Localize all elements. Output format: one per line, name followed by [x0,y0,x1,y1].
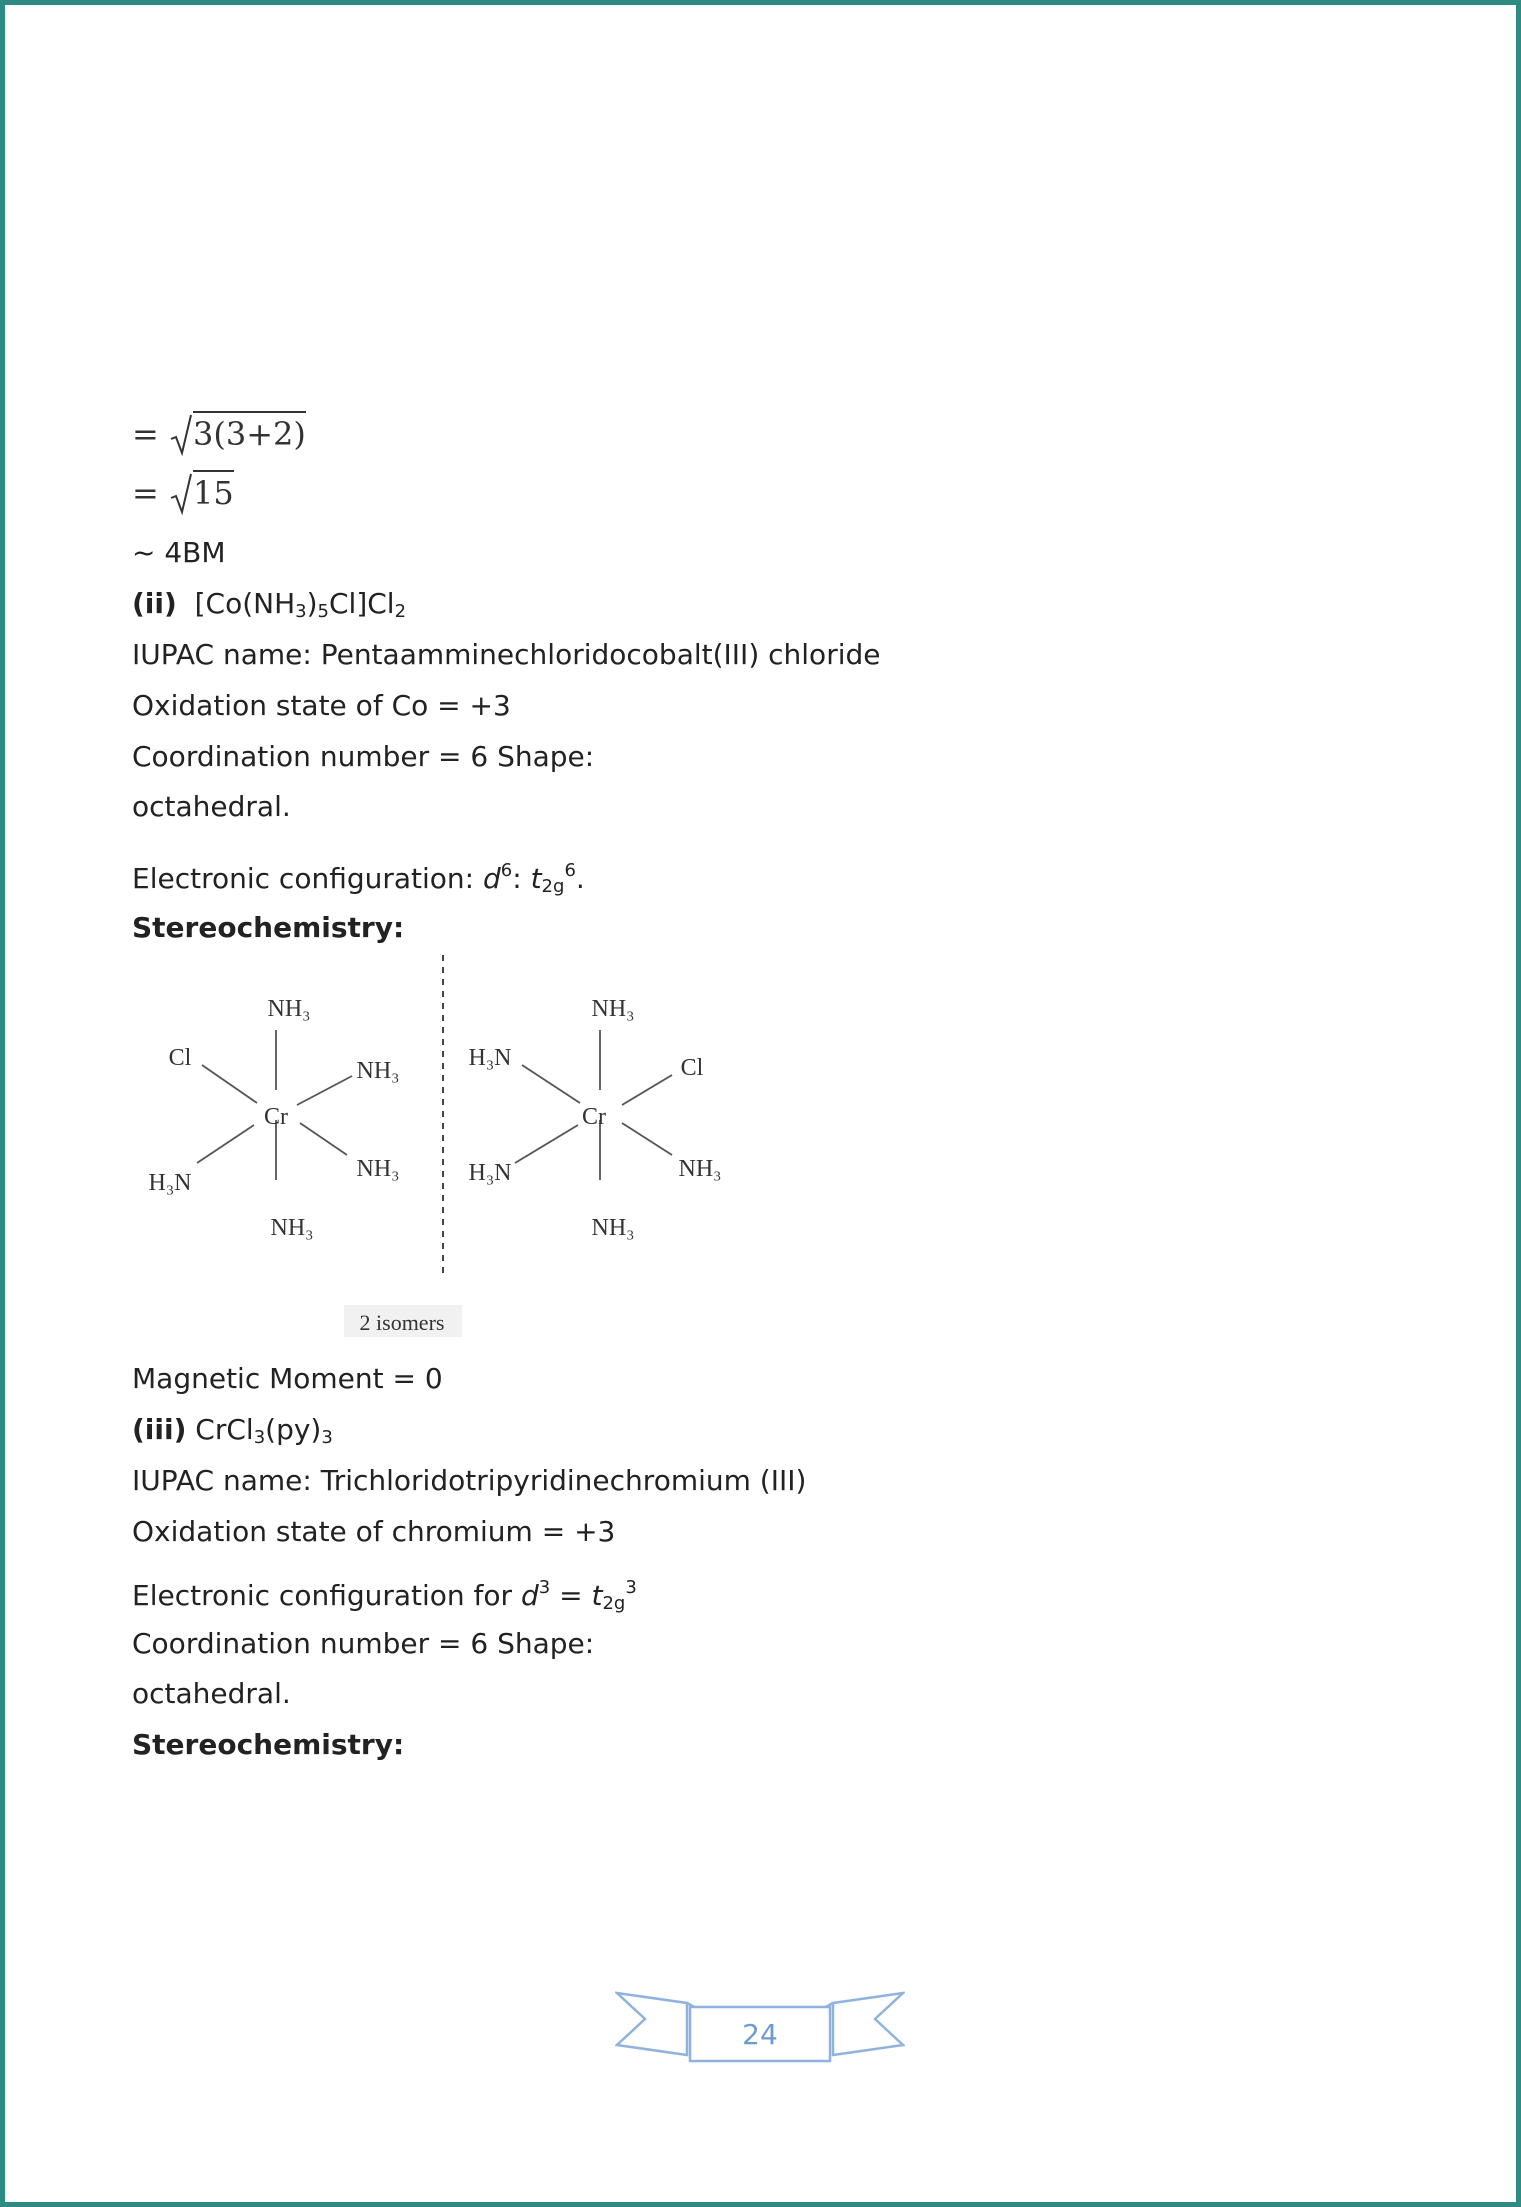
iupac-name-ii: IUPAC name: Pentaamminechloridocobalt(III) chloride [132,638,881,671]
sqrt-line-1 [132,413,306,457]
oxidation-state-ii: Oxidation state of Co = +3 [132,689,511,722]
ligand-lower-left-right: H₃N [468,1160,512,1186]
subscript: 3 [295,601,307,622]
superscript: 3 [625,1577,637,1598]
text-part: Electronic configuration: [132,862,483,895]
formula-part: (py) [265,1413,322,1446]
center-atom-right: Cr [582,1104,606,1130]
text-part: d [482,862,501,895]
subscript: 3 [321,1427,333,1448]
superscript: 6 [564,860,576,881]
ligand-lower-left-left: H₃N [148,1170,192,1196]
ligand-bottom-left: NH₃ [270,1215,314,1241]
equals-sign: = [132,474,159,512]
radical-sign-icon [169,413,193,457]
radicand: 15 [193,470,234,512]
ligand-upper-left-right: H₃N [468,1045,512,1071]
ligand-upper-left-left: Cl [168,1045,192,1071]
iupac-name-iii: IUPAC name: Trichloridotripyridinechromium (III) [132,1464,807,1497]
ligand-lower-right-left: NH₃ [356,1156,400,1182]
formula-part: CrCl [195,1413,254,1446]
text-part: t [530,862,542,895]
subscript: 2 [394,601,407,622]
magnetic-moment: Magnetic Moment = 0 [132,1362,443,1395]
ligand-lower-right-right: NH₃ [678,1156,722,1182]
superscript: 6 [500,860,513,881]
isomer-left [148,996,399,1241]
shape-ii: octahedral. [132,790,291,823]
center-atom-left: Cr [264,1104,288,1130]
superscript: 3 [538,1577,551,1598]
ligand-top-right: NH₃ [591,996,635,1022]
electronic-configuration-ii [132,854,585,904]
part-label: (ii) [132,587,177,620]
approx-line: ~ 4BM [132,536,226,569]
subscript: 2g [541,876,565,897]
part-ii-heading [132,587,406,629]
isomer-right [468,996,721,1241]
radicand: 3(3+2) [193,411,306,453]
equals-sign: = [132,415,159,453]
page-number-ribbon [615,1985,905,2065]
stereochemistry-heading-ii: Stereochemistry: [132,911,405,944]
part-label: (iii) [132,1413,187,1446]
text-part: = [550,1579,592,1612]
subscript: 5 [317,601,329,622]
formula-part: ) [306,587,318,620]
text-part: : [512,862,531,895]
ligand-upper-right-right: Cl [680,1055,704,1081]
part-iii-heading [132,1413,333,1455]
sqrt-line-2 [132,472,234,516]
electronic-configuration-iii [132,1571,637,1621]
stereochemistry-diagram [132,950,752,1340]
subscript: 2g [602,1593,626,1614]
oxidation-state-iii: Oxidation state of chromium = +3 [132,1515,616,1548]
ligand-bottom-right: NH₃ [591,1215,635,1241]
formula-part: Cl]Cl [328,587,395,620]
text-part: t [591,1579,603,1612]
coordination-number-iii: Coordination number = 6 Shape: [132,1627,595,1660]
formula-part: [Co(NH [194,587,296,620]
radical-sign-icon [169,472,193,516]
page-number: 24 [742,2018,778,2051]
stereochemistry-heading-iii: Stereochemistry: [132,1728,405,1761]
ligand-top-left: NH₃ [267,996,311,1022]
diagram-caption: 2 isomers [359,1310,445,1335]
ligand-upper-right-left: NH₃ [356,1058,400,1084]
text-part: Electronic configuration for [132,1579,521,1612]
subscript: 3 [253,1427,266,1448]
text-part: . [575,862,585,895]
text-part: d [520,1579,539,1612]
shape-iii: octahedral. [132,1677,291,1710]
coordination-number-ii: Coordination number = 6 Shape: [132,740,595,773]
